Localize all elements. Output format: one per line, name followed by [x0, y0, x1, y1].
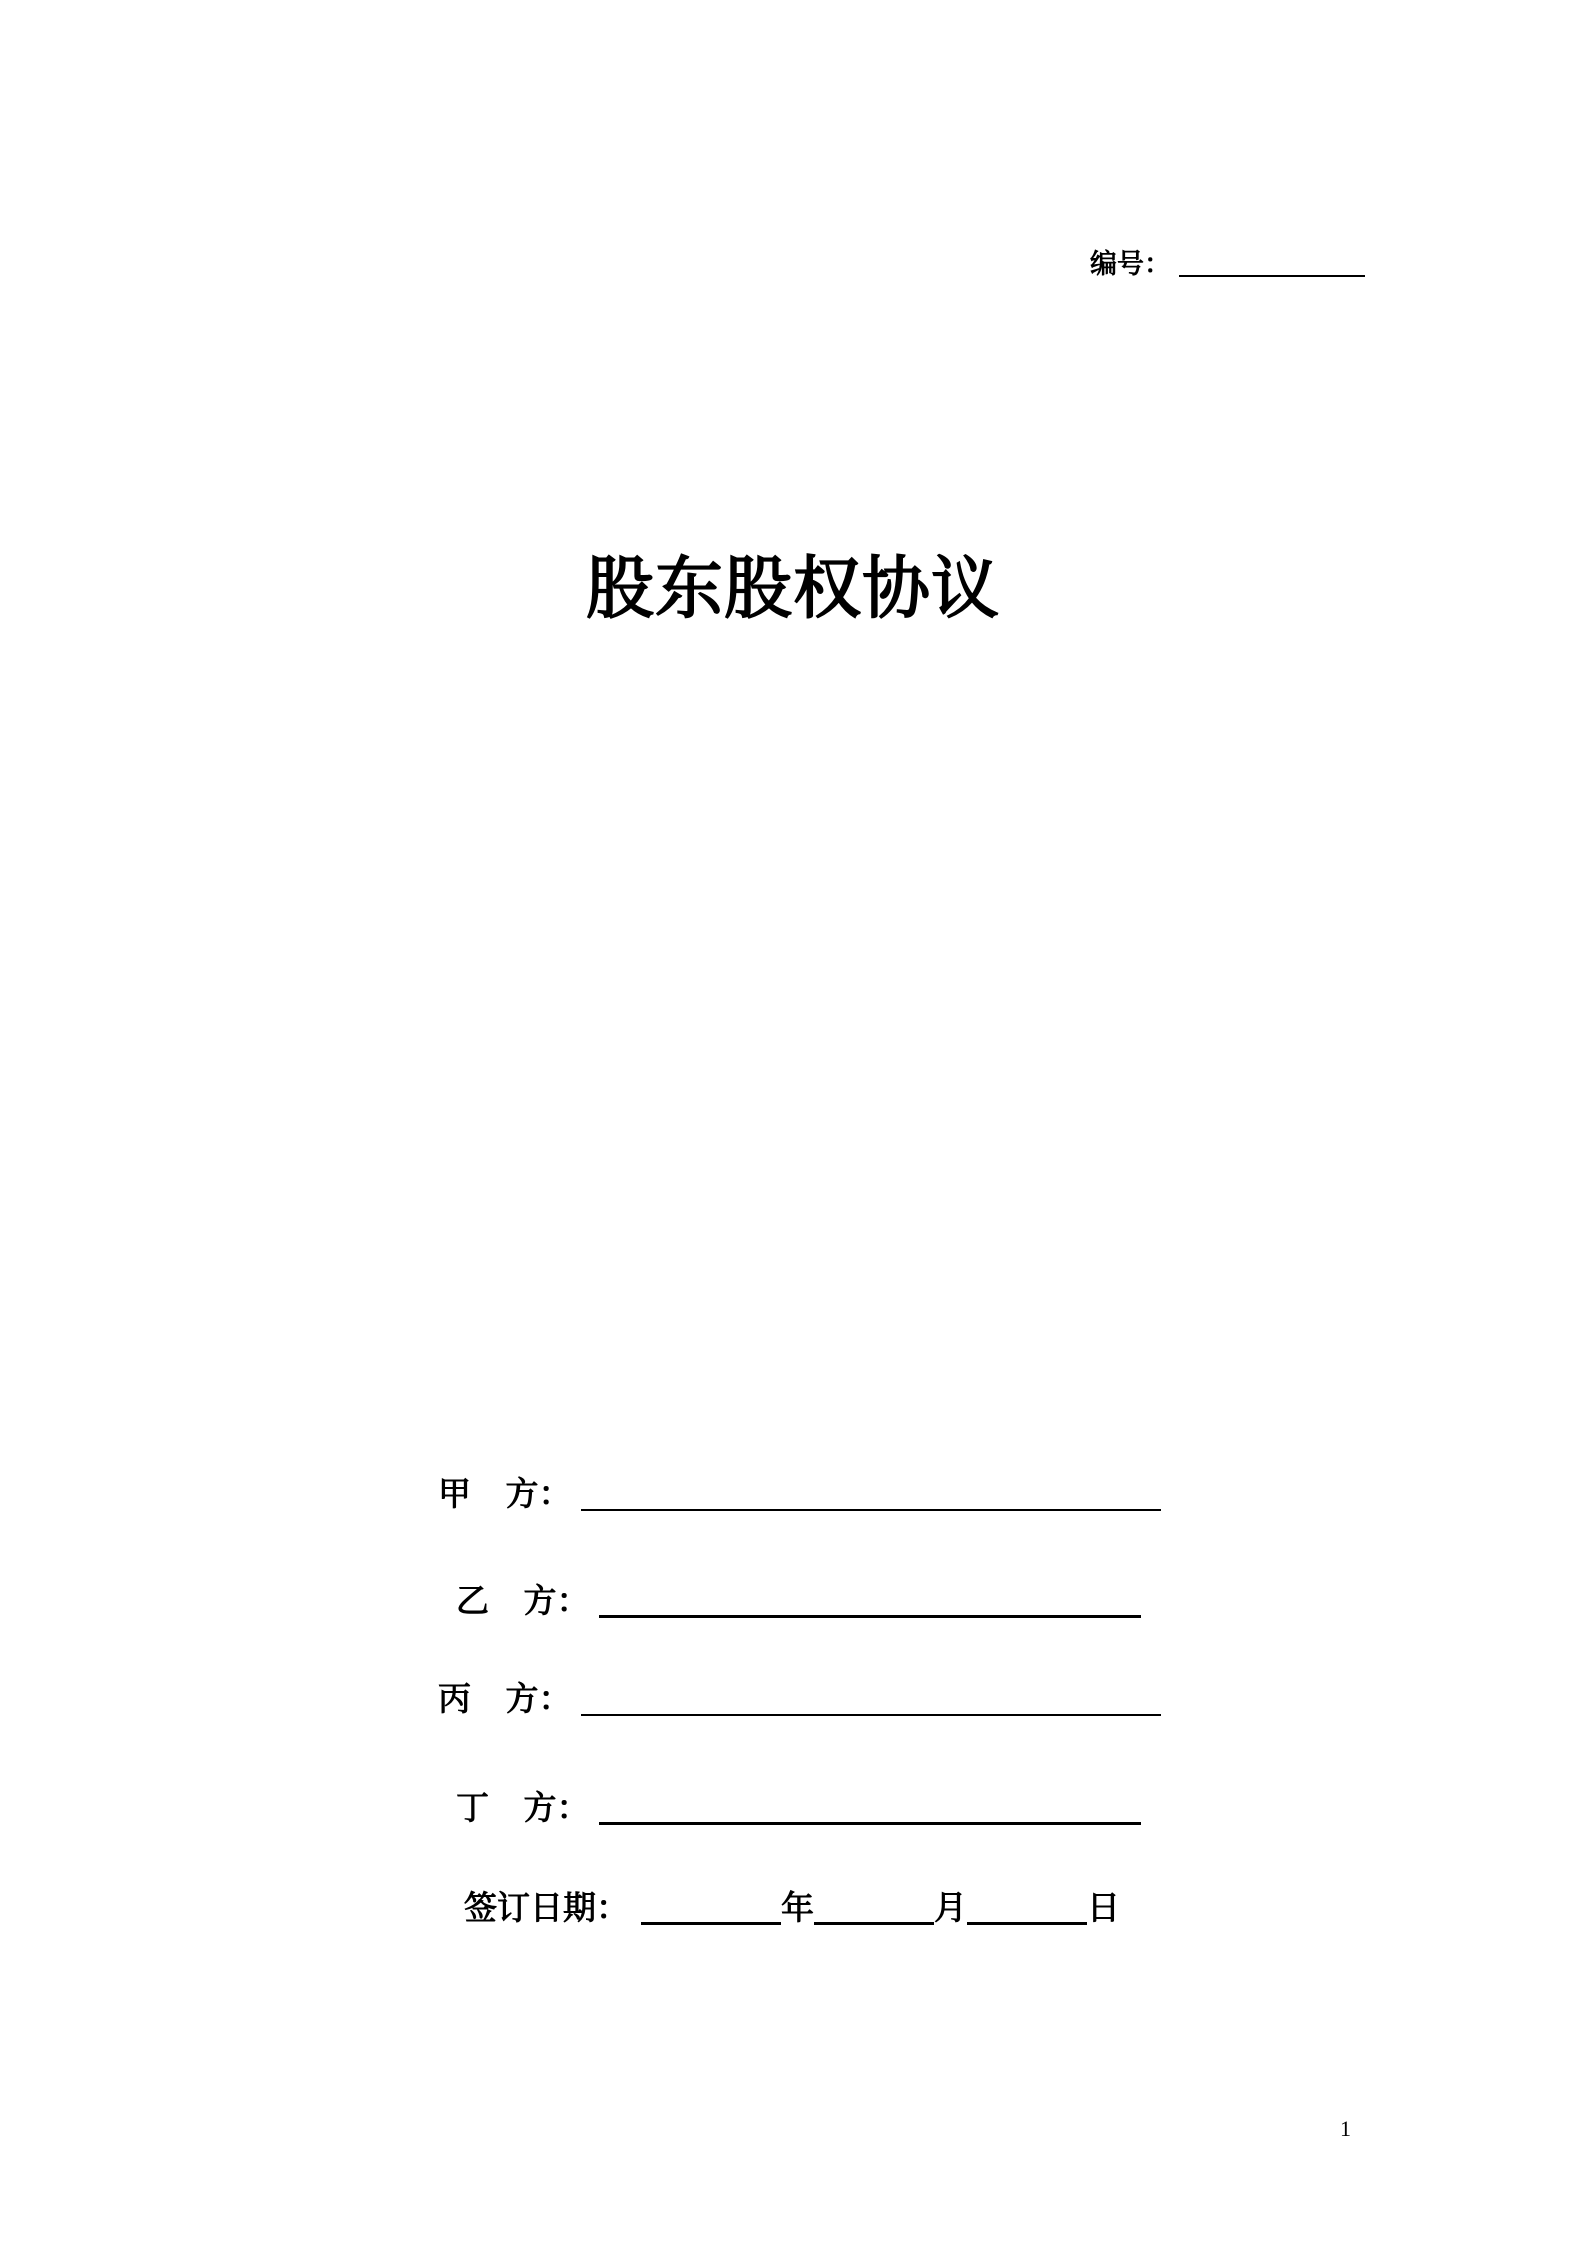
sign-day-label: 日 — [1087, 1888, 1120, 1927]
party-jia-row — [438, 1468, 1161, 1515]
party-ding-row — [456, 1782, 1141, 1829]
sign-date-row — [464, 1882, 1120, 1929]
doc-number-label: 编号： — [1090, 249, 1171, 280]
sign-year-label: 年 — [781, 1888, 814, 1927]
party-yi-row — [456, 1575, 1141, 1622]
sign-year-blank[interactable] — [641, 1922, 781, 1925]
sign-month-blank[interactable] — [814, 1922, 934, 1925]
party-ding-label: 丁 方： — [456, 1788, 590, 1827]
document-title: 股东股权协议 — [585, 550, 1000, 629]
page-number: 1 — [1340, 2116, 1351, 2141]
party-bing-row — [438, 1673, 1161, 1720]
sign-month-label: 月 — [934, 1888, 967, 1927]
party-yi-label: 乙 方： — [456, 1581, 590, 1620]
party-jia-label: 甲 方： — [438, 1474, 572, 1513]
party-bing-label: 丙 方： — [438, 1679, 572, 1718]
doc-number-blank[interactable] — [1179, 275, 1365, 277]
sign-day-blank[interactable] — [967, 1922, 1087, 1925]
sign-date-label: 签订日期： — [464, 1888, 629, 1927]
party-yi-blank[interactable] — [599, 1615, 1141, 1618]
party-bing-blank[interactable] — [581, 1714, 1161, 1716]
doc-number-field — [1090, 242, 1365, 281]
party-jia-blank[interactable] — [581, 1509, 1161, 1511]
party-ding-blank[interactable] — [599, 1822, 1141, 1825]
